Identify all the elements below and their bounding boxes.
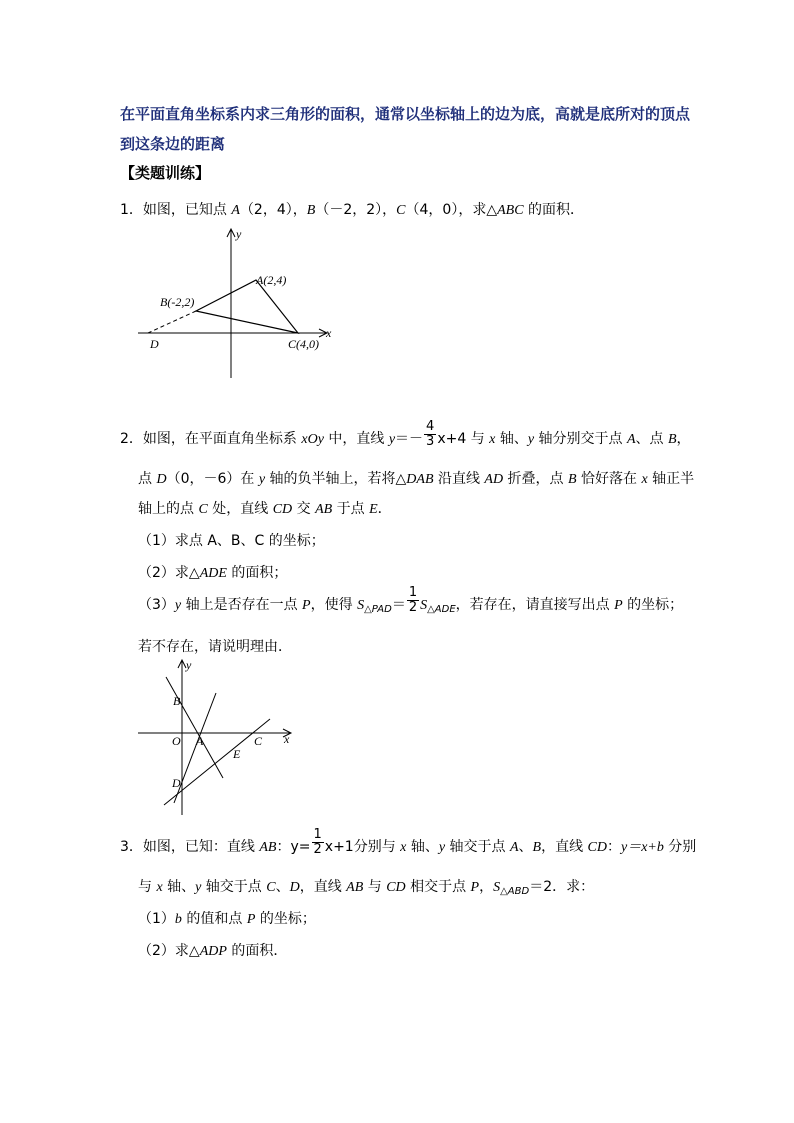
question-2-line-1: 2．如图，在平面直角坐标系 xOy 中，直线 y＝－ $\frac{4}{3}$ x+4 与 x 轴、y 轴分别交于点 A、点 B，	[120, 418, 691, 449]
q1-label-b: B(-2,2)	[160, 295, 195, 309]
section-heading: 【类题训练】	[120, 164, 211, 182]
question-2-figure	[130, 655, 305, 820]
q1-dashed-line	[148, 311, 196, 333]
q2-label-c: C	[254, 734, 263, 748]
q2-label-o: O	[172, 734, 181, 748]
question-3-part-1: （1）b 的值和点 P 的坐标；	[138, 911, 316, 927]
q2-label-d: D	[172, 776, 181, 790]
question-3-part-2: （2）求△ADP 的面积．	[138, 943, 288, 959]
question-2-part-2: （2）求△ADE 的面积；	[138, 565, 288, 581]
question-3-line-2: 与 x 轴、y 轴交于点 C、D，直线 AB 与 CD 相交于点 P，$S_{\triangle ABD}=2$．求：	[138, 879, 595, 897]
question-1-text: 1．如图，已知点 A（2，4），B（－2，2），C（4，0），求△ABC 的面积．	[120, 202, 584, 218]
q2-y-label: y	[186, 658, 192, 672]
q2-label-a: A	[196, 734, 204, 748]
q2-x-label: x	[284, 732, 290, 746]
intro-line-1: 在平面直角坐标系内求三角形的面积，通常以坐标轴上的边为底，高就是底所对的顶点	[120, 105, 691, 123]
question-2-part-3: （3）y 轴上是否存在一点 P，使得 $S_{\triangle PAD}=$ $\frac{1}{2}$ $S_{\triangle ADE}$，若存在，请直接写出点 P 的坐标；	[138, 584, 684, 615]
q1-label-d: D	[150, 337, 159, 351]
q1-label-a: A(2,4)	[256, 273, 287, 287]
q1-x-label: x	[326, 326, 332, 340]
question-2-line-3: 轴上的点 C 处，直线 CD 交 AB 于点 E．	[138, 501, 392, 517]
q2-line-cd	[164, 719, 270, 805]
q2-line-ab	[166, 677, 223, 778]
question-2-part-4: 若不存在，请说明理由．	[138, 639, 292, 655]
q1-triangle-abc	[196, 280, 298, 333]
q1-y-label: y	[236, 227, 242, 241]
question-1-figure	[130, 222, 350, 382]
q2-label-b: B	[173, 694, 181, 708]
q1-label-c: C(4,0)	[288, 337, 319, 351]
question-3-line-1: 3．如图，已知：直线 AB：y= $\frac{1}{2}$ x+1分别与 x 轴、y 轴交于点 A、B，直线 CD：y＝x+b 分别	[120, 826, 697, 857]
question-2-part-1: （1）求点 A、B、C 的坐标；	[138, 533, 325, 549]
q2-label-e: E	[233, 747, 241, 761]
intro-line-2: 到这条边的距离	[120, 135, 226, 153]
question-2-line-2: 点 D（0，－6）在 y 轴的负半轴上，若将△DAB 沿直线 AD 折叠，点 B 恰好落在 x 轴正半	[138, 471, 695, 487]
